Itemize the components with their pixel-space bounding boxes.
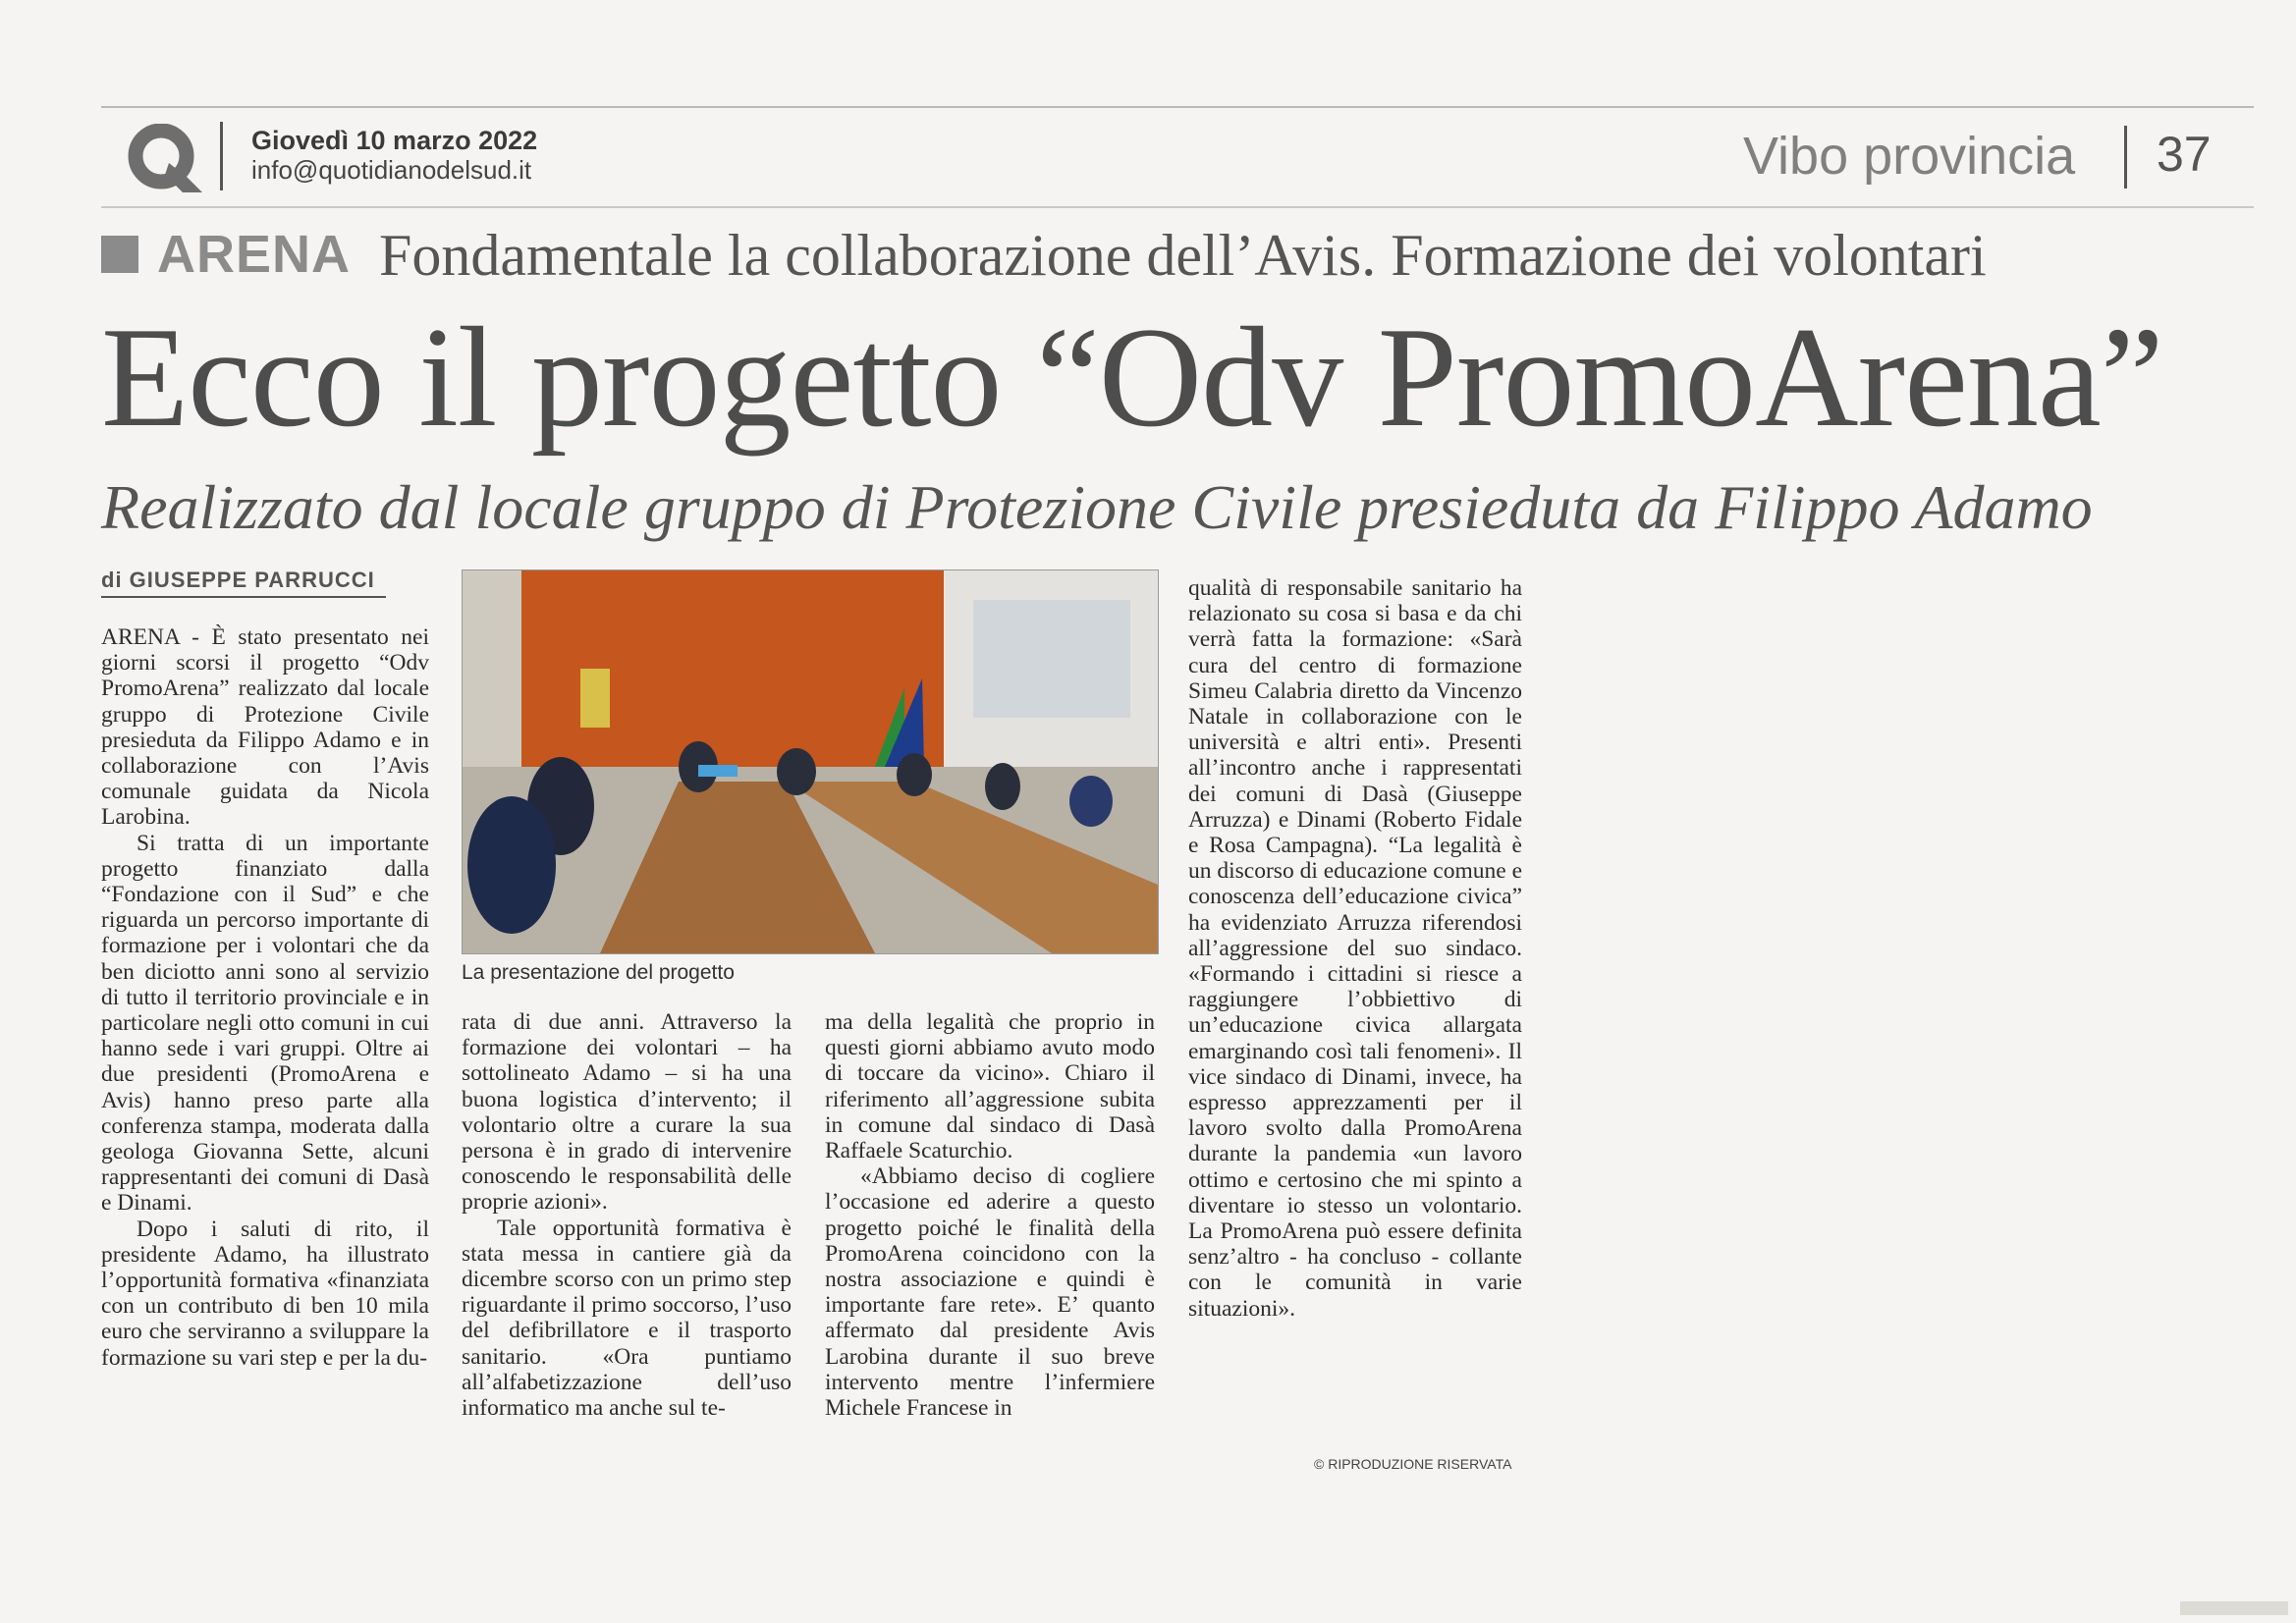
article-column-4 — [1188, 575, 1522, 1322]
page-number: 37 — [2157, 127, 2212, 182]
subheadline: Realizzato dal locale gruppo di Protezione Civile presieduta da Filippo Adamo — [101, 472, 2093, 542]
paragraph: ma della legalità che proprio in questi giorni abbiamo avuto modo di toccare da vicino». Chiaro il riferimento all’aggressione subita in comune dal sindaco di Dasà Raffaele Scaturchio. — [825, 1009, 1155, 1164]
article-photo — [462, 569, 1159, 954]
byline: di GIUSEPPE PARRUCCI — [101, 568, 375, 592]
paragraph: Si tratta di un importante progetto finanziato dalla “Fondazione con il Sud” e che riguarda un percorso importante di formazione per i volontari che da ben diciotto anni sono al servizio di tutto il territorio provinciale e in particolare negli otto comuni in cui hanno sede i vari gruppi. Oltre ai due presidenti (PromoArena e Avis) hanno preso parte alla conferenza stampa, moderata dalla geologa Giovanna Sette, alcuni rappresentanti dei comuni di Dasà e Dinami. — [101, 830, 429, 1217]
issue-date: Giovedì 10 marzo 2022 — [251, 126, 538, 155]
header-divider — [220, 122, 223, 190]
page-number-divider — [2124, 126, 2127, 189]
kicker-square-icon — [101, 236, 138, 273]
section-title: Vibo provincia — [1743, 127, 2076, 186]
header-bottom-rule — [101, 206, 2254, 208]
article-column-3 — [825, 1009, 1155, 1421]
contact-email: info@quotidianodelsud.it — [251, 155, 532, 185]
photo-caption: La presentazione del progetto — [462, 961, 735, 984]
article-column-1 — [101, 624, 429, 1371]
headline: Ecco il progetto “Odv PromoArena” — [101, 298, 2163, 457]
article-column-2 — [462, 1009, 792, 1421]
paragraph: rata di due anni. Attraverso la formazione dei volontari – ha sottolineato Adamo – si ha una buona logistica d’intervento; il volontario oltre a curare la sua persona è in grado di intervenire conoscendo le responsabilità delle proprie azioni». — [462, 1009, 792, 1216]
scan-edge-mark — [2180, 1601, 2288, 1615]
kicker-text: Fondamentale la collaborazione dell’Avis. Formazione dei volontari — [379, 223, 1987, 288]
paragraph: qualità di responsabile sanitario ha relazionato su cosa si basa e da chi verrà fatta la formazione: «Sarà cura del centro di formazione Simeu Calabria diretto da Vincenzo Natale in collaborazione con le università e altri enti». Presenti all’incontro anche i rappresentati dei comuni di Dasà (Giuseppe Arruzza) e Dinami (Roberto Fidale e Rosa Campagna). “La legalità è un discorso di educazione comune e conoscenza dell’educazione civica” ha evidenziato Arruzza riferendosi all’aggressione del suo sindaco. «Formando i cittadini si riesce a raggiungere l’obbiettivo di un’educazione civica allargata emarginando così tali fenomeni». Il vice sindaco di Dinami, invece, ha espresso apprezzamenti per il lavoro svolto dalla PromoArena durante la pandemia «un lavoro ottimo e certosino che mi spinto a diventare io stesso un volontario. La PromoArena può essere definita senz’altro - ha concluso - collante con le comunità in varie situazioni». — [1188, 575, 1522, 1322]
paragraph: Tale opportunità formativa è stata messa in cantiere già da dicembre scorso con un primo step riguardante il primo soccorso, l’uso del defibrillatore e il trasporto sanitario. «Ora puntiamo all’alfabetizzazione dell’uso informatico ma anche sul te- — [462, 1215, 792, 1422]
paragraph: Dopo i saluti di rito, il presidente Adamo, ha illustrato l’opportunità formativa «finanziata con un contributo di ben 10 mila euro che serviranno a sviluppare la formazione su vari step e per la du- — [101, 1216, 429, 1371]
header-top-rule — [101, 106, 2254, 108]
paragraph: ARENA - È stato presentato nei giorni scorsi il progetto “Odv PromoArena” realizzato dal locale gruppo di Protezione Civile presieduta da Filippo Adamo e in collaborazione con l’Avis comunale guidata da Nicola Larobina. — [101, 624, 429, 831]
paragraph: «Abbiamo deciso di cogliere l’occasione ed aderire a questo progetto poiché le finalità della PromoArena coincidono con la nostra associazione e quindi è importante fare rete». E’ quanto affermato dal presidente Avis Larobina durante il suo breve intervento mentre l’infermiere Michele Francese in — [825, 1163, 1155, 1422]
newspaper-logo-icon — [126, 124, 202, 192]
copyright-notice: © RIPRODUZIONE RISERVATA — [1314, 1456, 1512, 1472]
meeting-room-photo — [463, 570, 1158, 953]
byline-rule — [101, 596, 386, 598]
kicker-location: ARENA — [157, 225, 352, 284]
